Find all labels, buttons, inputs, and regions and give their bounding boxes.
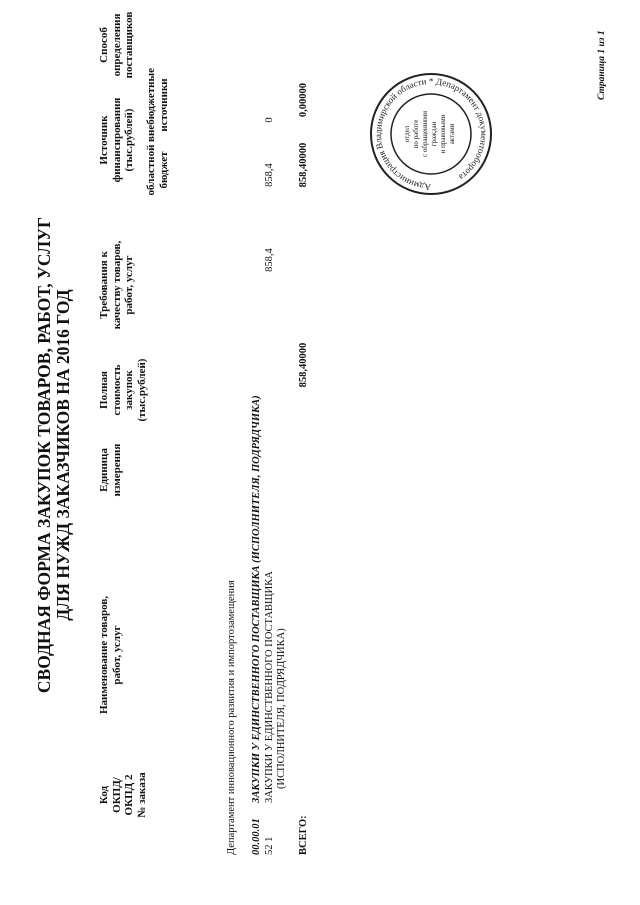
totals-offbudget: 0,00000	[298, 82, 309, 118]
header-unit	[98, 430, 123, 510]
header-code	[98, 735, 148, 855]
header-name-line: Наименование товаров,	[98, 595, 110, 715]
seal-inner-line: и правовыми	[439, 114, 447, 154]
header-sub-line: внебюджетные	[145, 68, 157, 142]
header-cost-line: стоимость	[110, 364, 123, 416]
seal-inner-line: по работе	[412, 119, 420, 149]
header-code-line: Код	[98, 785, 110, 805]
header-sub-line: бюджет	[157, 151, 170, 189]
totals-label: ВСЕГО:	[298, 815, 309, 855]
group-name: ЗАКУПКИ У ЕДИНСТВЕННОГО ПОСТАВЩИКА (ИСПОЛНИТЕЛЯ, ПОДРЯДЧИКА)	[251, 395, 262, 803]
title-line-2: ДЛЯ НУЖД ЗАКАЗЧИКОВ НА 2016 ГОД	[53, 289, 73, 621]
header-unit-line: измерения	[110, 443, 123, 497]
department-name: Департамент инновационного развития и импортозамещения	[226, 580, 237, 855]
header-cost-line: Полная	[98, 371, 110, 409]
header-funding-offbudget	[145, 65, 170, 145]
row-code: 52 1	[264, 836, 275, 855]
seal-inner-line: граждан	[430, 121, 438, 147]
header-funding	[98, 80, 136, 200]
header-funding-line: Источник	[98, 115, 110, 165]
seal-inner-line: актами	[448, 123, 456, 145]
official-seal-icon	[368, 71, 494, 197]
row-name-line-1: ЗАКУПКИ У ЕДИНСТВЕННОГО ПОСТАВЩИКА	[264, 571, 275, 803]
header-method-line: определения	[110, 13, 123, 77]
row-name	[264, 503, 288, 803]
totals-regional: 858,40000	[298, 142, 309, 188]
header-cost-line: закупок	[123, 370, 135, 410]
header-name-line: работ, услуг	[110, 625, 123, 685]
header-name	[98, 580, 123, 730]
header-funding-line: (тыс.рублей)	[123, 108, 135, 172]
header-sub-line: источники	[157, 78, 170, 132]
header-funding-regional	[145, 140, 170, 200]
header-cost-line: (тыс.рублей)	[135, 358, 148, 422]
header-method-line: поставщиков	[123, 11, 135, 79]
header-supplier-method	[98, 0, 136, 90]
header-req-line: работ, услуг	[123, 255, 135, 315]
seal-inner-line: с обращениями	[421, 111, 429, 157]
header-code-line: № заказа	[135, 772, 148, 818]
seal-ring-text: Администрация Владимирской области * Департамент документооборота	[372, 75, 490, 193]
header-sub-line: областной	[145, 144, 157, 196]
group-code: 00.00.01	[251, 818, 262, 855]
row-regional: 858,4	[264, 163, 275, 187]
document-title	[35, 155, 73, 755]
header-code-line: ОКПД/	[110, 777, 123, 813]
row-name-line-2: (ИСПОЛНИТЕЛЯ, ПОДРЯДЧИКА)	[276, 628, 287, 789]
header-unit-line: Единица	[98, 448, 110, 492]
header-req-line: Требования к	[98, 251, 110, 319]
header-code-line: ОКПД 2	[123, 774, 135, 816]
totals-cost: 858,40000	[298, 342, 309, 388]
page-footer: Страница 1 из 1	[597, 30, 607, 100]
header-funding-line: финансирования	[110, 97, 123, 183]
header-method-line: Способ	[98, 27, 110, 63]
row-offbudget: 0	[264, 117, 275, 123]
header-req-line: качеству товаров,	[110, 240, 123, 330]
title-line-1: СВОДНАЯ ФОРМА ЗАКУПОК ТОВАРОВ, РАБОТ, УСЛУГ	[34, 216, 54, 694]
header-requirements	[98, 230, 136, 340]
group-cost: 858,4	[264, 248, 275, 272]
header-total-cost	[98, 345, 148, 435]
seal-inner-line: отдел	[403, 125, 411, 143]
